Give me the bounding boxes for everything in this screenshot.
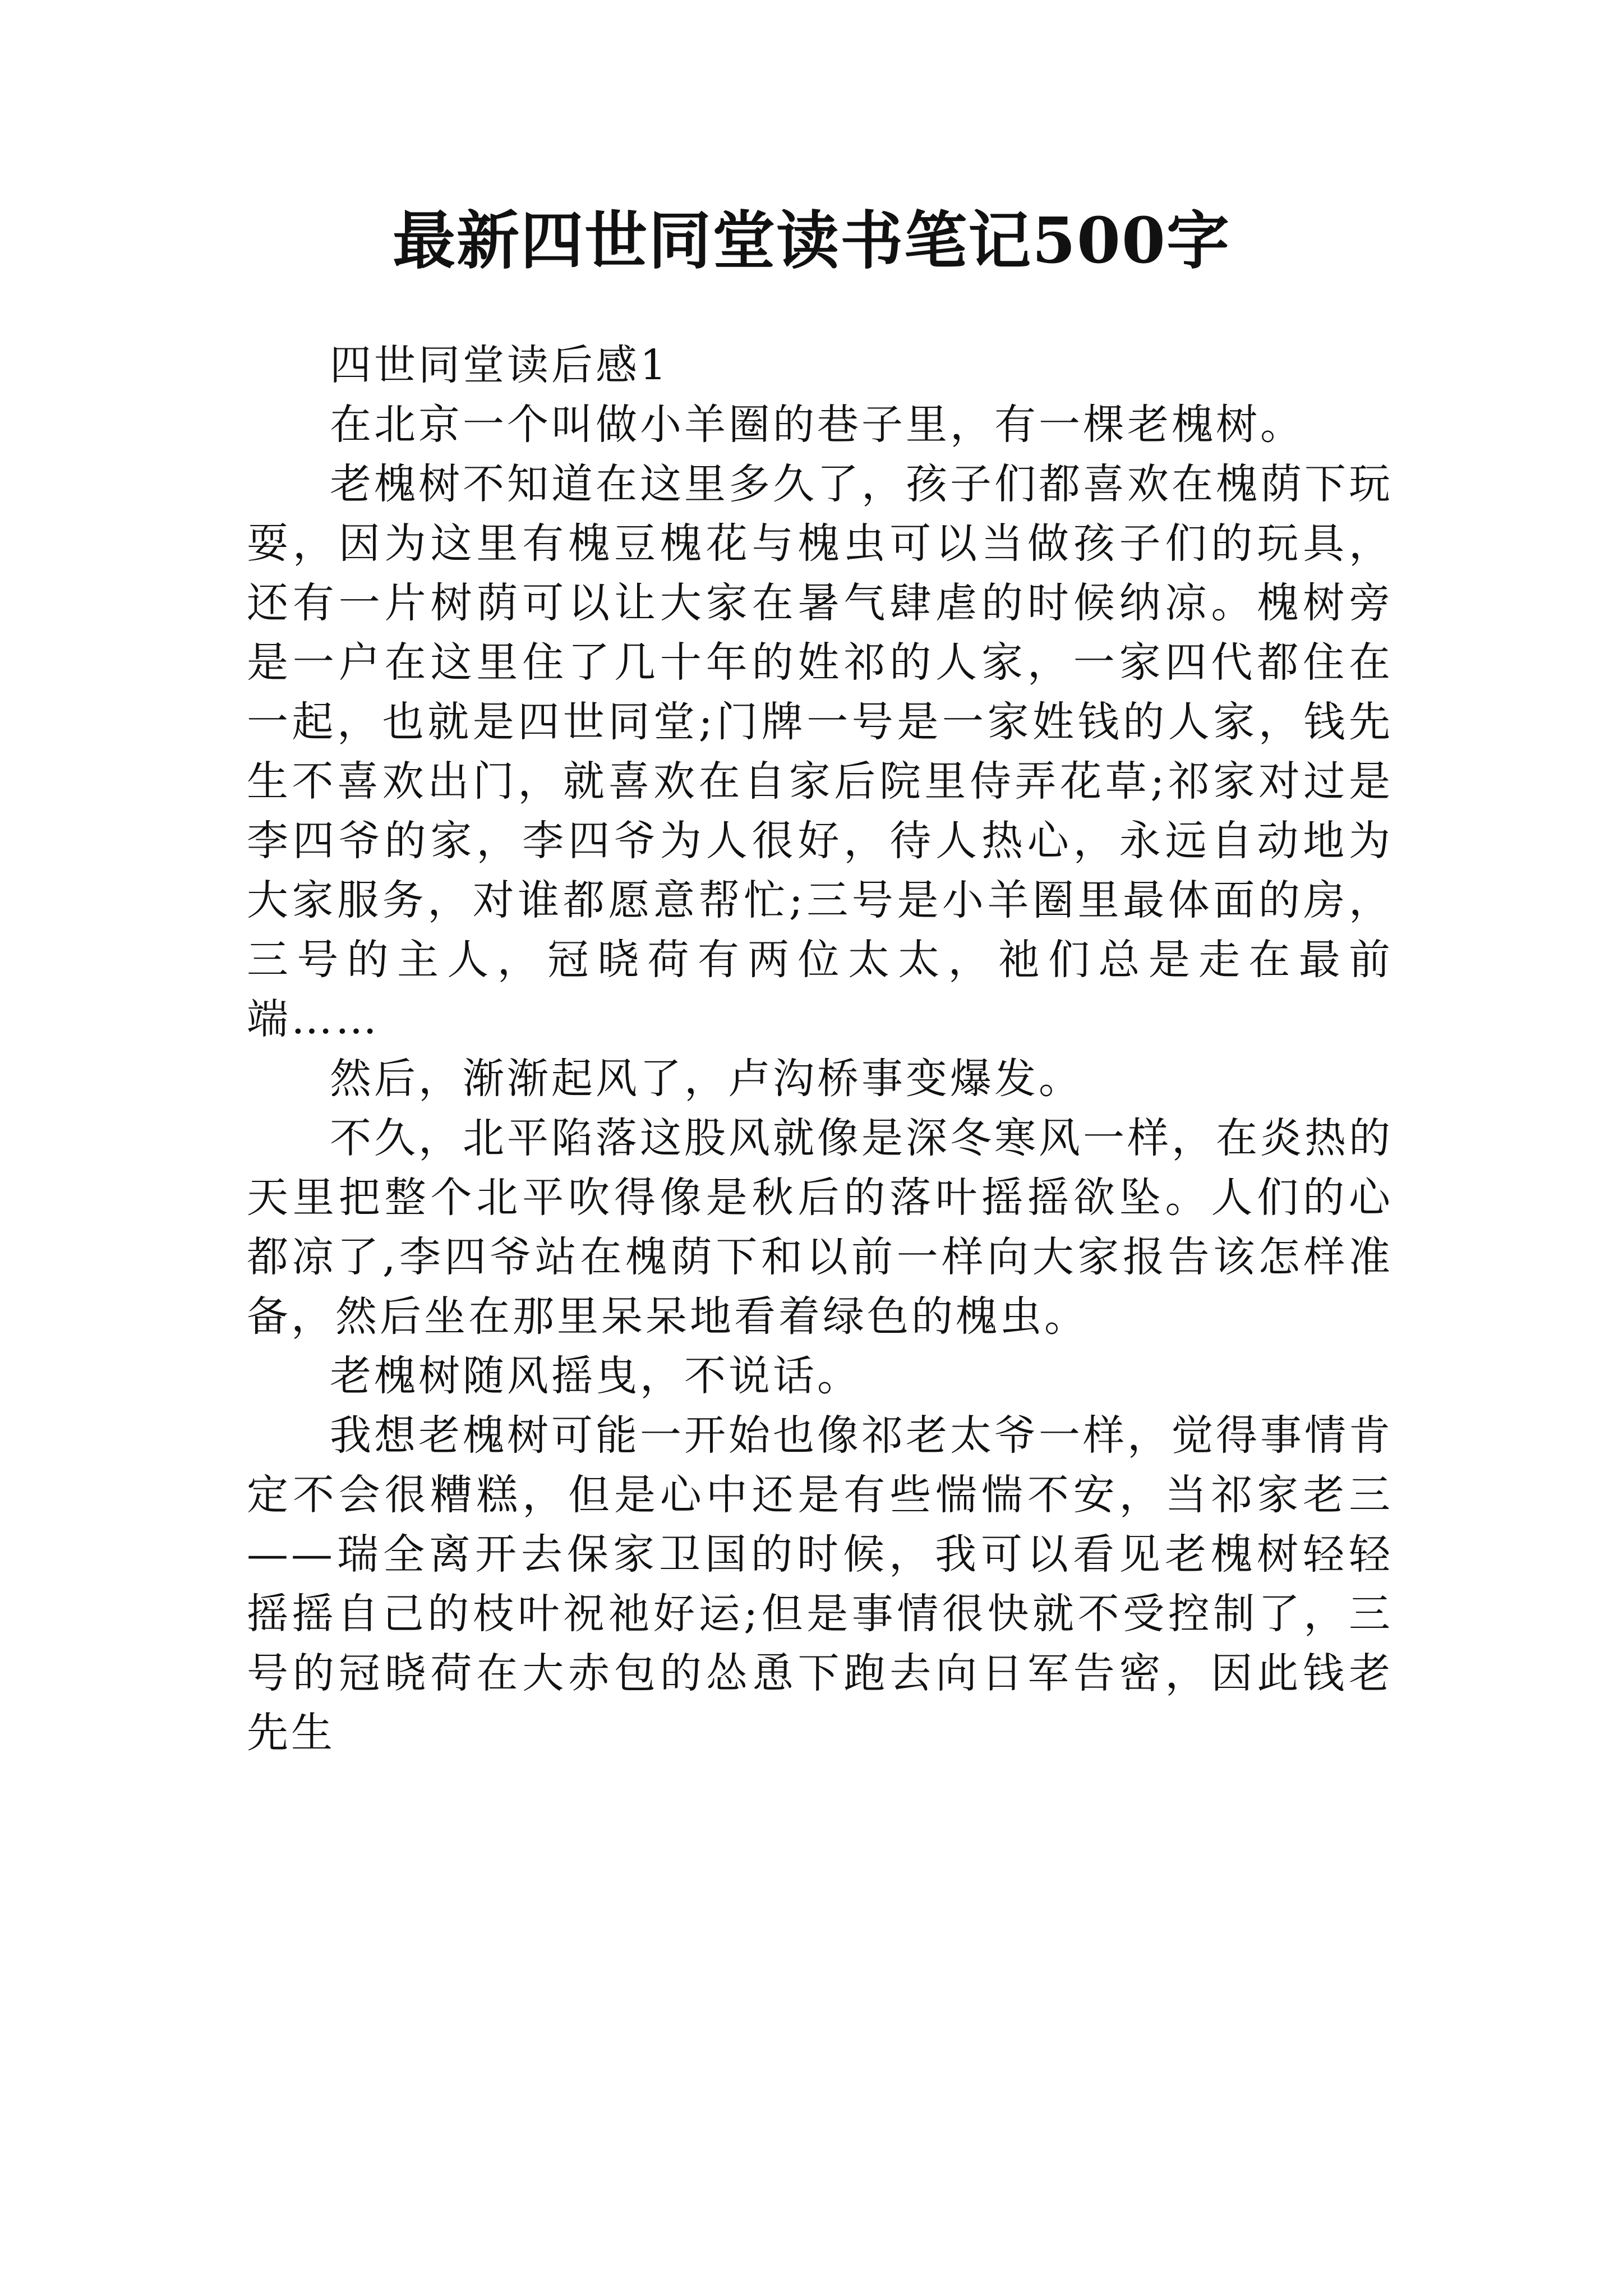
- paragraph: 老槐树随风摇曳，不说话。: [330, 1352, 861, 1400]
- paragraph: 我想老槐树可能一开始也像祁老太爷一样，觉得事情肯定不会很糟糕，但是心中还是有些惴惴不安，当祁家老三——瑞全离开去保家卫国的时候，我可以看见老槐树轻轻摇摇自己的枝叶祝祂好运;但是事情很快就不受控制了，三号的冠晓荷在大赤包的怂恿下跑去向日军告密，因此钱老先生: [247, 1411, 1393, 1757]
- document-title: 最新四世同堂读书笔记500字: [393, 204, 1230, 278]
- paragraph-subtitle: 四世同堂读后感1: [330, 341, 670, 389]
- paragraph: 然后，渐渐起风了，卢沟桥事变爆发。: [330, 1055, 1083, 1103]
- paragraph: 在北京一个叫做小羊圈的巷子里，有一棵老槐树。: [330, 401, 1304, 449]
- paragraph: 老槐树不知道在这里多久了，孩子们都喜欢在槐荫下玩耍，因为这里有槐豆槐花与槐虫可以当做孩子们的玩具，还有一片树荫可以让大家在暑气肆虐的时候纳凉。槐树旁是一户在这里住了几十年的姓祁的人家，一家四代都住在一起，也就是四世同堂;门牌一号是一家姓钱的人家，钱先生不喜欢出门，就喜欢在自家后院里侍弄花草;祁家对过是李四爷的家，李四爷为人很好，待人热心，永远自动地为大家服务，对谁都愿意帮忙;三号是小羊圈里最体面的房，三号的主人，冠晓荷有两位太太，祂们总是走在最前端……: [247, 460, 1393, 1043]
- paragraph: 不久，北平陷落这股风就像是深冬寒风一样，在炎热的天里把整个北平吹得像是秋后的落叶摇摇欲坠。人们的心都凉了,李四爷站在槐荫下和以前一样向大家报告该怎样准备，然后坐在那里呆呆地看着绿色的槐虫。: [247, 1114, 1393, 1341]
- document-body: [247, 335, 1393, 1763]
